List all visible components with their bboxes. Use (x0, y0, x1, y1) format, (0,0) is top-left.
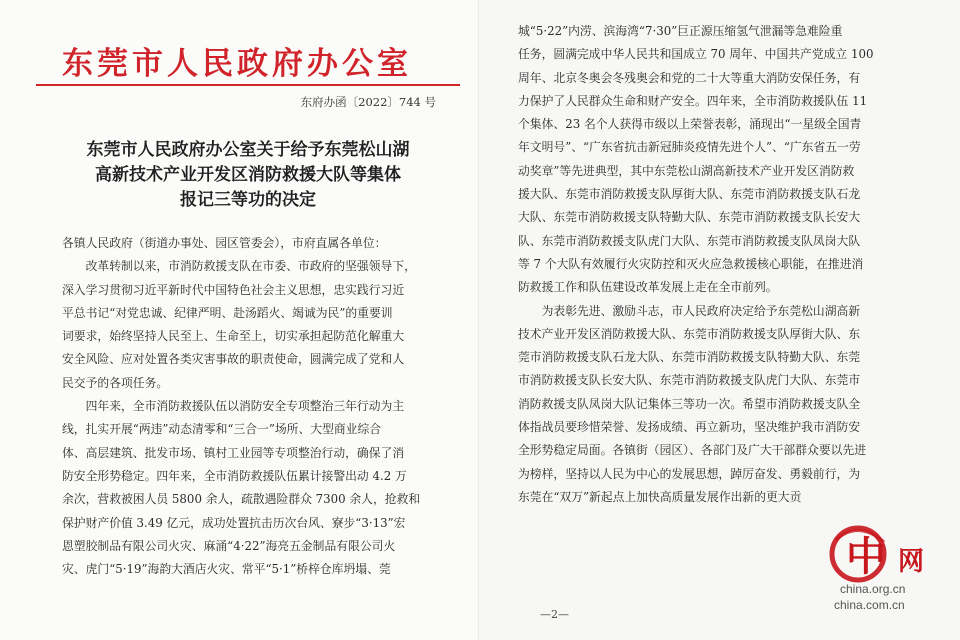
body-line: 技术产业开发区消防救援大队、东莞市消防救援支队厚街大队、东 (518, 326, 861, 341)
body-line: 四年来，全市消防救援队伍以消防安全专项整治三年行动为主 (62, 399, 405, 414)
body-line: 安全风险、应对处置各类灾害事故的职责使命，圆满完成了党和人 (62, 352, 405, 367)
right-body-text (518, 20, 930, 509)
left-body-text (62, 232, 450, 581)
body-line: 队、东莞市消防救援支队虎门大队、东莞市消防救援支队凤岗大队 (518, 233, 861, 248)
body-line: 消防救援支队凤岗大队记集体三等功一次。希望市消防救援支队全 (518, 396, 861, 411)
body-line: 周年、北京冬奥会冬残奥会和党的二十大等重大消防安保任务，有 (518, 70, 861, 85)
letterhead: 东莞市人民政府办公室 (62, 46, 412, 82)
body-line: 灾、虎门“5·19”海韵大酒店火灾、常平“5·1”桥梓仓库坍塌、莞 (62, 562, 391, 577)
body-line: 为表彰先进、激励斗志，市人民政府决定给予东莞松山湖高新 (518, 303, 861, 318)
title-line: 报记三等功的决定 (180, 190, 316, 210)
body-line: 全形势稳定局面。各镇街（园区）、各部门及广大干部群众要以先进 (518, 443, 867, 458)
letterhead-red-rule (36, 84, 460, 86)
china-net-watermark (806, 520, 956, 620)
wang-glyph: 网 (898, 547, 925, 577)
body-line: 力保护了人民群众生命和财产安全。四年来，全市消防救援队伍 11 (518, 93, 868, 108)
title-line: 东莞市人民政府办公室关于给予东莞松山湖 (86, 140, 410, 160)
body-line: 任务，圆满完成中华人民共和国成立 70 周年、中国共产党成立 100 (518, 47, 874, 62)
watermark-site-com: china.com.cn (834, 598, 905, 612)
body-line: 等 7 个大队有效履行火灾防控和灭火应急救援核心职能，在推进消 (518, 256, 864, 271)
body-line: 东莞在“双万”新起点上加快高质量发展作出新的更大贡 (518, 489, 802, 504)
page-number: —2— (540, 608, 569, 621)
body-line: 防安全形势稳定。四年来，全市消防救援队伍累计接警出动 4.2 万 (62, 468, 407, 483)
body-line: 防救援工作和队伍建设改革发展上走在全市前列。 (518, 280, 778, 295)
document-number: 东府办函〔2022〕744 号 (300, 95, 436, 109)
body-line: 平总书记“对党忠诚、纪律严明、赴汤蹈火、竭诚为民”的重要训 (62, 305, 393, 320)
brand-glyph: 中 (846, 533, 886, 580)
body-line: 年文明号”、“广东省抗击新冠肺炎疫情先进个人”、“广东省五一劳 (518, 140, 861, 155)
body-line: 个集体、23 名个人获得市级以上荣誉表彰，涌现出“一星级全国青 (518, 117, 862, 132)
body-line: 深入学习贯彻习近平新时代中国特色社会主义思想，忠实践行习近 (62, 282, 405, 297)
body-line: 为榜样，坚持以人民为中心的发展思想，踔厉奋发、勇毅前行，为 (518, 466, 861, 481)
title-line: 高新技术产业开发区消防救援大队等集体 (95, 165, 401, 185)
body-line: 余次，营救被困人员 5800 余人，疏散遇险群众 7300 余人，抢救和 (62, 492, 421, 507)
document-title (36, 138, 460, 213)
body-line: 莞市消防救援支队石龙大队、东莞市消防救援支队特勤大队、东莞 (518, 350, 861, 365)
body-line: 线，扎实开展“两违”动态清零和“三合一”场所、大型商业综合 (62, 422, 382, 437)
body-line: 市消防救援支队长安大队、东莞市消防救援支队虎门大队、东莞市 (518, 373, 861, 388)
body-line: 改革转制以来，市消防救援支队在市委、市政府的坚强领导下， (62, 259, 416, 274)
body-line: 体指战员要珍惜荣誉、发扬成绩、再立新功，坚决维护我市消防安 (518, 420, 861, 435)
body-line: 民交予的各项任务。 (62, 375, 169, 390)
body-line: 动奖章”等先进典型，其中东莞松山湖高新技术产业开发区消防救 (518, 163, 855, 178)
body-line: 大队、东莞市消防救援支队特勤大队、东莞市消防救援支队长安大 (518, 210, 861, 225)
watermark-site-org: china.org.cn (840, 582, 906, 596)
body-line: 恩塑胶制品有限公司火灾、麻涌“4·22”海亮五金制品有限公司火 (62, 538, 396, 553)
body-line: 各镇人民政府（街道办事处、园区管委会），市府直属各单位： (62, 236, 387, 250)
body-line: 体、高层建筑、批发市场、镇村工业园等专项整治行动，确保了消 (62, 445, 405, 460)
body-line: 城“5·22”内涝、滨海湾“7·30”巨正源压缩氢气泄漏等急难险重 (518, 24, 843, 38)
body-line: 保护财产价值 3.49 亿元，成功处置抗击历次台风、寮步“3·13”宏 (62, 515, 406, 530)
body-line: 词要求，始终坚持人民至上、生命至上，切实承担起防范化解重大 (62, 329, 405, 344)
body-line: 援大队、东莞市消防救援支队厚街大队、东莞市消防救援支队石龙 (518, 187, 861, 202)
